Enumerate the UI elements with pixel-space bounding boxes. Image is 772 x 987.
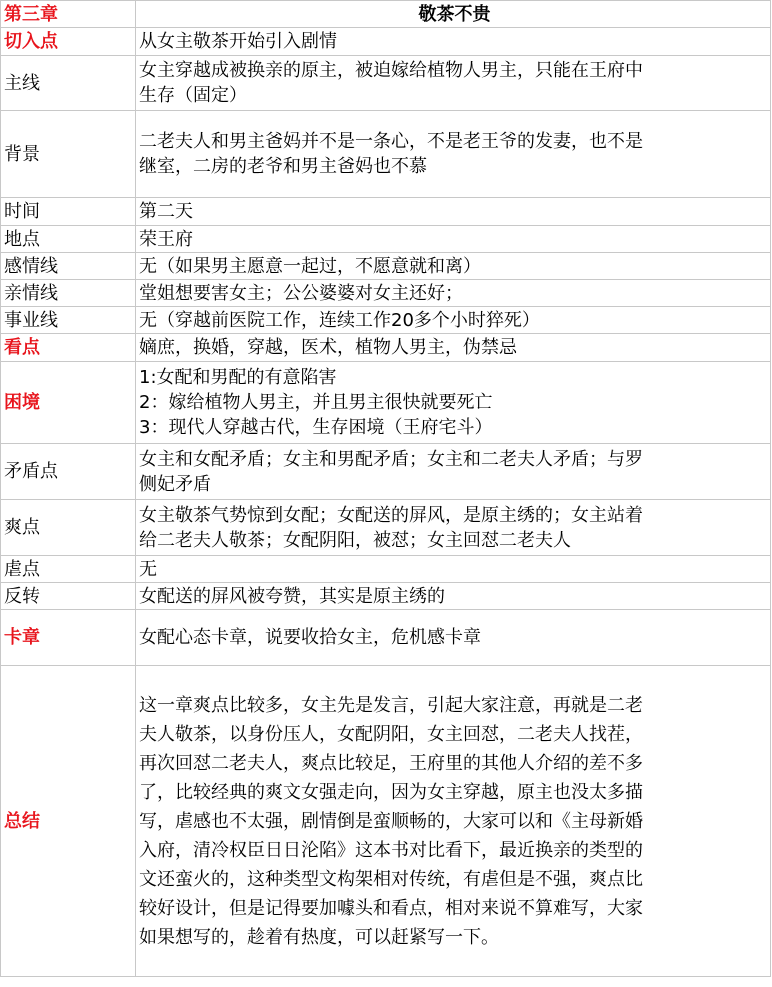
content-line: 女主敬茶气势惊到女配；女配送的屏风，是原主绣的；女主站着 <box>139 504 643 526</box>
content-line: 女主和女配矛盾；女主和男配矛盾；女主和二老夫人矛盾；与罗 <box>139 448 643 470</box>
summary-line: 入府，清冷权臣日日沦陷》这本书对比看下，最近换亲的类型的 <box>139 839 643 861</box>
chapter-label-cell: 第三章 <box>1 1 136 28</box>
summary-line: 如果想写的，趁着有热度，可以赶紧写一下。 <box>139 926 499 948</box>
summary-line: 文还蛮火的，这种类型文构架相对传统，有虐但是不强，爽点比 <box>139 868 643 890</box>
row-content-time <box>136 198 771 226</box>
content-line: 二老夫人和男主爸妈并不是一条心，不是老王爷的发妻，也不是 <box>139 131 643 152</box>
row-label-cut-in: 切入点 <box>1 28 136 56</box>
row-label-twist: 反转 <box>1 583 136 610</box>
table-row <box>1 666 771 977</box>
row-content-cut-in <box>136 28 771 56</box>
row-label-highlights: 看点 <box>1 334 136 362</box>
row-label-cliffhanger: 卡章 <box>1 610 136 666</box>
table-row <box>1 556 771 583</box>
content-line: 给二老夫人敬茶；女配阴阳，被怼；女主回怼二老夫人 <box>139 529 571 551</box>
content-line: 从女主敬茶开始引入剧情 <box>139 31 337 52</box>
row-content-satisfying-points <box>136 500 771 556</box>
table-row <box>1 362 771 444</box>
content-line: 无（如果男主愿意一起过，不愿意就和离） <box>139 255 481 277</box>
content-line: 侧妃矛盾 <box>139 473 211 495</box>
row-content-twist <box>136 583 771 610</box>
table-row <box>1 198 771 226</box>
row-label-family-line: 亲情线 <box>1 280 136 307</box>
summary-line: 写，虐感也不太强，剧情倒是蛮顺畅的，大家可以和《主母新婚 <box>139 810 643 832</box>
row-label-main-line: 主线 <box>1 56 136 111</box>
row-label-place: 地点 <box>1 226 136 253</box>
row-label-satisfying-points: 爽点 <box>1 500 136 556</box>
content-line: 荣王府 <box>139 228 193 250</box>
row-label-romance-line: 感情线 <box>1 253 136 280</box>
content-line: 女配心态卡章，说要收拾女主，危机感卡章 <box>139 627 481 648</box>
content-line: 女主穿越成被换亲的原主，被迫嫁给植物人男主，只能在王府中 <box>139 60 643 81</box>
content-line: 堂姐想要害女主；公公婆婆对女主还好； <box>139 282 463 304</box>
row-content-conflicts <box>136 444 771 500</box>
row-content-angst-points <box>136 556 771 583</box>
table-row <box>1 253 771 280</box>
row-label-conflicts: 矛盾点 <box>1 444 136 500</box>
content-line: 无 <box>139 558 157 580</box>
table-row <box>1 610 771 666</box>
row-content-place <box>136 226 771 253</box>
table-row <box>1 226 771 253</box>
content-line: 第二天 <box>139 201 193 222</box>
table-row <box>1 444 771 500</box>
content-line: 继室，二房的老爷和男主爸妈也不慕 <box>139 156 427 177</box>
table-row <box>1 56 771 111</box>
summary-line: 较好设计，但是记得要加噱头和看点，相对来说不算难写，大家 <box>139 897 643 919</box>
summary-line: 夫人敬茶，以身份压人，女配阴阳，女主回怼，二老夫人找茬， <box>139 723 643 745</box>
chapter-title-cell: 敬茶不贵 <box>136 1 771 28</box>
row-label-predicament: 困境 <box>1 362 136 444</box>
content-line: 1:女配和男配的有意陷害 <box>139 367 337 388</box>
row-content-main-line <box>136 56 771 111</box>
content-line: 3：现代人穿越古代，生存困境（王府宅斗） <box>139 417 493 438</box>
row-content-family-line <box>136 280 771 307</box>
table-row <box>1 111 771 198</box>
summary-line: 了，比较经典的爽文女强走向，因为女主穿越，原主也没太多描 <box>139 781 643 803</box>
table-row <box>1 307 771 334</box>
content-line: 女配送的屏风被夸赞，其实是原主绣的 <box>139 585 445 607</box>
row-content-romance-line <box>136 253 771 280</box>
content-line: 2：嫁给植物人男主，并且男主很快就要死亡 <box>139 392 493 413</box>
table-row <box>1 500 771 556</box>
row-label-background: 背景 <box>1 111 136 198</box>
row-content-background <box>136 111 771 198</box>
content-line: 无（穿越前医院工作，连续工作20多个小时猝死） <box>139 309 540 331</box>
summary-line: 再次回怼二老夫人，爽点比较足，王府里的其他人介绍的差不多 <box>139 752 643 774</box>
row-content-summary <box>136 666 771 977</box>
row-content-predicament <box>136 362 771 444</box>
row-content-career-line <box>136 307 771 334</box>
header-row <box>1 1 771 28</box>
table-row <box>1 28 771 56</box>
row-content-highlights <box>136 334 771 362</box>
table-row <box>1 334 771 362</box>
table-row <box>1 280 771 307</box>
table-row <box>1 583 771 610</box>
row-label-summary: 总结 <box>1 666 136 977</box>
content-line: 嫡庶，换婚，穿越，医术，植物人男主，伪禁忌 <box>139 337 517 358</box>
row-label-time: 时间 <box>1 198 136 226</box>
row-label-career-line: 事业线 <box>1 307 136 334</box>
row-label-angst-points: 虐点 <box>1 556 136 583</box>
summary-line: 这一章爽点比较多，女主先是发言，引起大家注意，再就是二老 <box>139 694 643 716</box>
row-content-cliffhanger <box>136 610 771 666</box>
content-line: 生存（固定） <box>139 85 247 106</box>
